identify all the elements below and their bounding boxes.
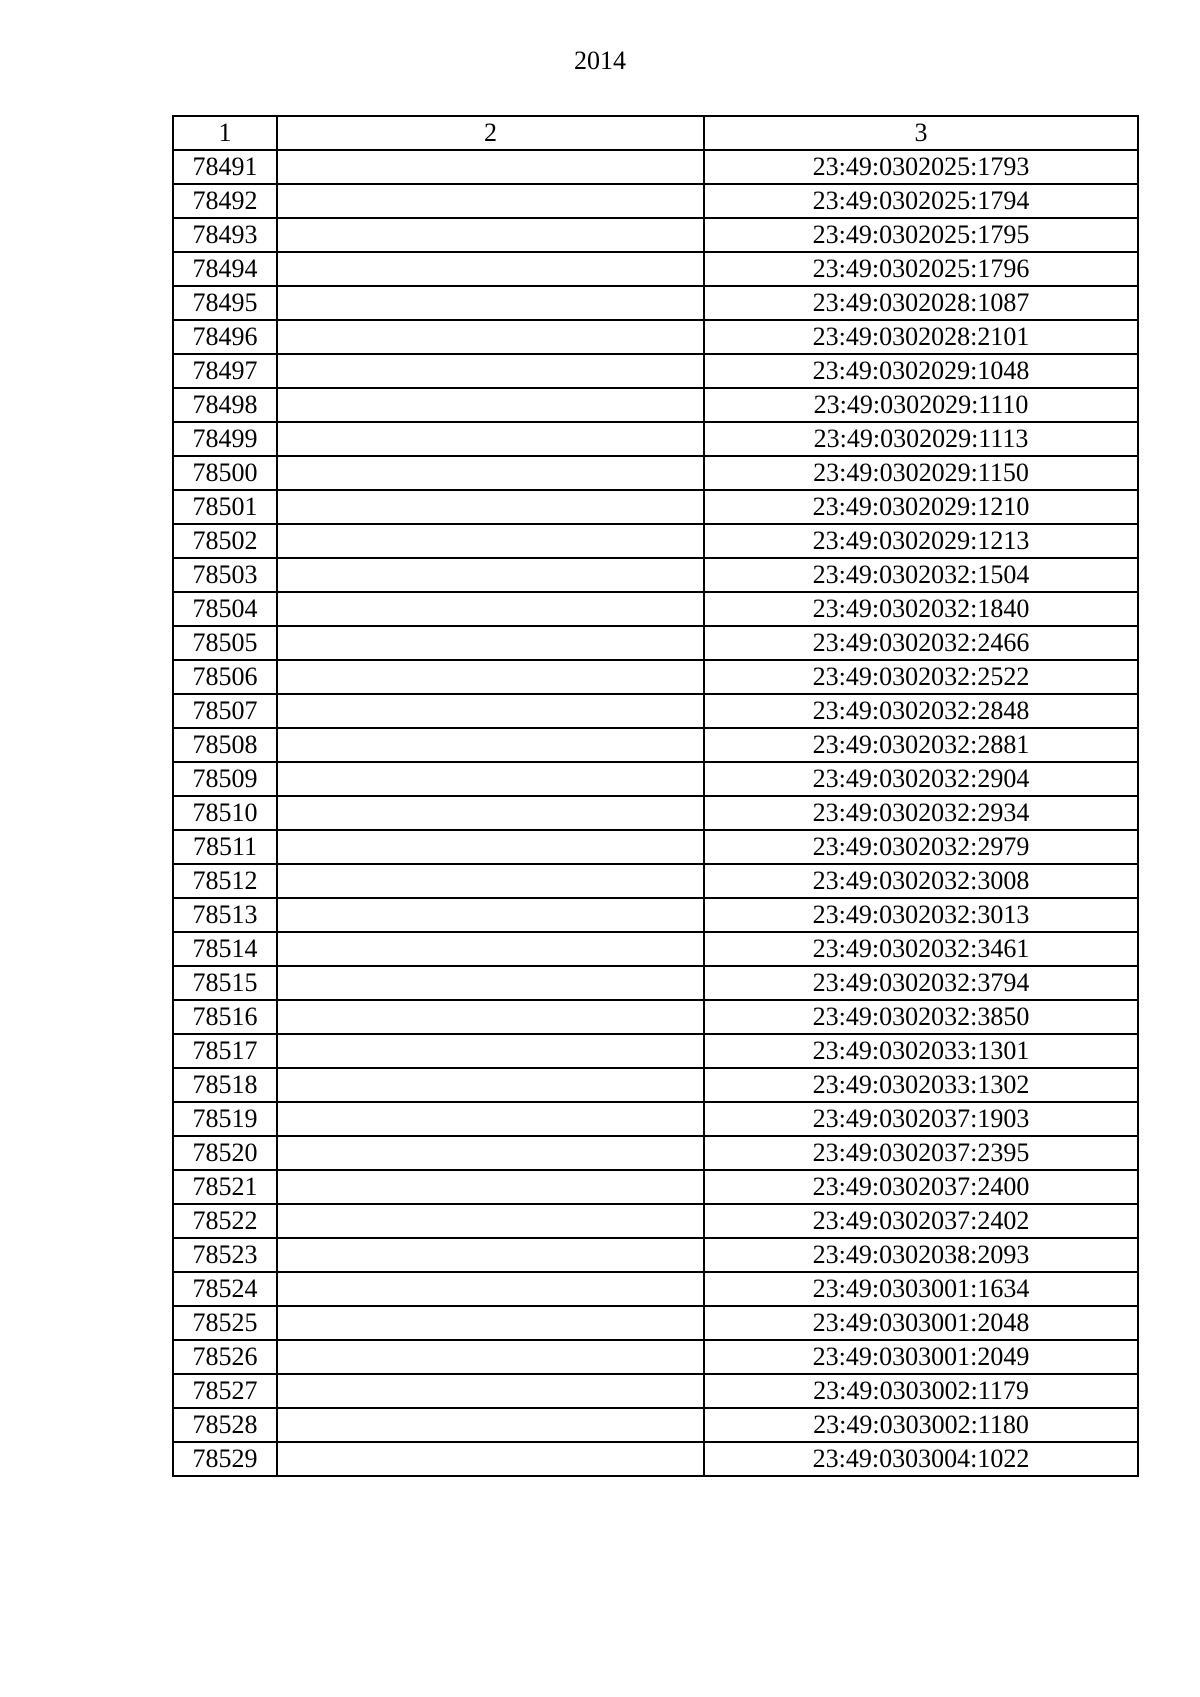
table-row — [173, 1136, 1138, 1170]
description-cell — [277, 728, 704, 762]
row-number-cell: 78505 — [173, 626, 277, 660]
table-row — [173, 354, 1138, 388]
cadastral-number-cell: 23:49:0302025:1796 — [704, 252, 1138, 286]
row-number-cell: 78496 — [173, 320, 277, 354]
row-number-cell: 78520 — [173, 1136, 277, 1170]
table-row — [173, 1238, 1138, 1272]
cadastral-number-cell: 23:49:0302032:2979 — [704, 830, 1138, 864]
column-header-2: 2 — [277, 116, 704, 150]
row-number-cell: 78509 — [173, 762, 277, 796]
row-number-cell: 78524 — [173, 1272, 277, 1306]
description-cell — [277, 490, 704, 524]
table-row — [173, 966, 1138, 1000]
row-number-cell: 78501 — [173, 490, 277, 524]
table-row — [173, 252, 1138, 286]
table-row — [173, 592, 1138, 626]
row-number-cell: 78517 — [173, 1034, 277, 1068]
row-number-cell: 78507 — [173, 694, 277, 728]
row-number-cell: 78504 — [173, 592, 277, 626]
table-row — [173, 898, 1138, 932]
description-cell — [277, 966, 704, 1000]
table-header — [173, 116, 1138, 150]
cadastral-number-cell: 23:49:0302037:1903 — [704, 1102, 1138, 1136]
table-row — [173, 1442, 1138, 1476]
cadastral-number-cell: 23:49:0302029:1113 — [704, 422, 1138, 456]
row-number-cell: 78526 — [173, 1340, 277, 1374]
description-cell — [277, 1442, 704, 1476]
cadastral-number-cell: 23:49:0302028:1087 — [704, 286, 1138, 320]
cadastral-number-cell: 23:49:0302032:2881 — [704, 728, 1138, 762]
table-row — [173, 1102, 1138, 1136]
cadastral-number-cell: 23:49:0303001:1634 — [704, 1272, 1138, 1306]
table-row — [173, 456, 1138, 490]
row-number-cell: 78523 — [173, 1238, 277, 1272]
description-cell — [277, 1136, 704, 1170]
cadastral-number-cell: 23:49:0302029:1210 — [704, 490, 1138, 524]
cadastral-number-cell: 23:49:0302029:1110 — [704, 388, 1138, 422]
table-row — [173, 524, 1138, 558]
description-cell — [277, 184, 704, 218]
description-cell — [277, 1374, 704, 1408]
table-row — [173, 762, 1138, 796]
cadastral-number-cell: 23:49:0302037:2400 — [704, 1170, 1138, 1204]
cadastral-number-cell: 23:49:0302025:1793 — [704, 150, 1138, 184]
cadastral-number-cell: 23:49:0302029:1213 — [704, 524, 1138, 558]
description-cell — [277, 1068, 704, 1102]
table-row — [173, 728, 1138, 762]
description-cell — [277, 1408, 704, 1442]
table-row — [173, 1408, 1138, 1442]
cadastral-number-cell: 23:49:0302032:2904 — [704, 762, 1138, 796]
table-row — [173, 1170, 1138, 1204]
description-cell — [277, 252, 704, 286]
table-row — [173, 286, 1138, 320]
row-number-cell: 78494 — [173, 252, 277, 286]
description-cell — [277, 1238, 704, 1272]
description-cell — [277, 932, 704, 966]
cadastral-number-cell: 23:49:0302025:1794 — [704, 184, 1138, 218]
description-cell — [277, 286, 704, 320]
row-number-cell: 78528 — [173, 1408, 277, 1442]
row-number-cell: 78511 — [173, 830, 277, 864]
table-row — [173, 1000, 1138, 1034]
table-row — [173, 1374, 1138, 1408]
column-header-1: 1 — [173, 116, 277, 150]
cadastral-number-cell: 23:49:0302037:2395 — [704, 1136, 1138, 1170]
cadastral-number-cell: 23:49:0302032:2934 — [704, 796, 1138, 830]
row-number-cell: 78508 — [173, 728, 277, 762]
description-cell — [277, 354, 704, 388]
description-cell — [277, 1204, 704, 1238]
table-row — [173, 830, 1138, 864]
cadastral-number-cell: 23:49:0302032:1504 — [704, 558, 1138, 592]
description-cell — [277, 422, 704, 456]
cadastral-number-cell: 23:49:0302028:2101 — [704, 320, 1138, 354]
table-row — [173, 150, 1138, 184]
table-row — [173, 1034, 1138, 1068]
table-row — [173, 1306, 1138, 1340]
cadastral-number-cell: 23:49:0302032:3850 — [704, 1000, 1138, 1034]
row-number-cell: 78506 — [173, 660, 277, 694]
cadastral-number-cell: 23:49:0302025:1795 — [704, 218, 1138, 252]
cadastral-number-cell: 23:49:0302032:1840 — [704, 592, 1138, 626]
cadastral-number-cell: 23:49:0302029:1150 — [704, 456, 1138, 490]
description-cell — [277, 218, 704, 252]
description-cell — [277, 1102, 704, 1136]
column-header-3: 3 — [704, 116, 1138, 150]
table-row — [173, 388, 1138, 422]
row-number-cell: 78527 — [173, 1374, 277, 1408]
description-cell — [277, 558, 704, 592]
description-cell — [277, 1272, 704, 1306]
table-row — [173, 1272, 1138, 1306]
table-row — [173, 660, 1138, 694]
description-cell — [277, 864, 704, 898]
table-row — [173, 796, 1138, 830]
cadastral-number-cell: 23:49:0303001:2049 — [704, 1340, 1138, 1374]
table-body — [173, 150, 1138, 1476]
row-number-cell: 78522 — [173, 1204, 277, 1238]
row-number-cell: 78502 — [173, 524, 277, 558]
row-number-cell: 78519 — [173, 1102, 277, 1136]
page-number: 2014 — [574, 46, 626, 75]
row-number-cell: 78498 — [173, 388, 277, 422]
table-row — [173, 694, 1138, 728]
row-number-cell: 78510 — [173, 796, 277, 830]
cadastral-number-cell: 23:49:0302032:3013 — [704, 898, 1138, 932]
row-number-cell: 78492 — [173, 184, 277, 218]
table-row — [173, 1204, 1138, 1238]
description-cell — [277, 660, 704, 694]
description-cell — [277, 456, 704, 490]
cadastral-number-cell: 23:49:0303002:1179 — [704, 1374, 1138, 1408]
row-number-cell: 78516 — [173, 1000, 277, 1034]
description-cell — [277, 592, 704, 626]
row-number-cell: 78499 — [173, 422, 277, 456]
description-cell — [277, 694, 704, 728]
table-row — [173, 218, 1138, 252]
cadastral-number-cell: 23:49:0302037:2402 — [704, 1204, 1138, 1238]
row-number-cell: 78500 — [173, 456, 277, 490]
description-cell — [277, 388, 704, 422]
row-number-cell: 78513 — [173, 898, 277, 932]
cadastral-number-cell: 23:49:0302032:2466 — [704, 626, 1138, 660]
row-number-cell: 78514 — [173, 932, 277, 966]
row-number-cell: 78515 — [173, 966, 277, 1000]
description-cell — [277, 1170, 704, 1204]
row-number-cell: 78512 — [173, 864, 277, 898]
description-cell — [277, 524, 704, 558]
row-number-cell: 78525 — [173, 1306, 277, 1340]
row-number-cell: 78495 — [173, 286, 277, 320]
description-cell — [277, 150, 704, 184]
table-row — [173, 490, 1138, 524]
cadastral-number-cell: 23:49:0302032:3794 — [704, 966, 1138, 1000]
row-number-cell: 78503 — [173, 558, 277, 592]
row-number-cell: 78521 — [173, 1170, 277, 1204]
description-cell — [277, 320, 704, 354]
description-cell — [277, 796, 704, 830]
description-cell — [277, 1340, 704, 1374]
row-number-cell: 78518 — [173, 1068, 277, 1102]
table-row — [173, 422, 1138, 456]
description-cell — [277, 1034, 704, 1068]
table-row — [173, 864, 1138, 898]
cadastral-number-cell: 23:49:0302032:2522 — [704, 660, 1138, 694]
table-row — [173, 626, 1138, 660]
table-row — [173, 184, 1138, 218]
description-cell — [277, 830, 704, 864]
description-cell — [277, 1306, 704, 1340]
cadastral-number-cell: 23:49:0302032:3461 — [704, 932, 1138, 966]
cadastral-number-cell: 23:49:0302029:1048 — [704, 354, 1138, 388]
cadastral-number-cell: 23:49:0302033:1301 — [704, 1034, 1138, 1068]
description-cell — [277, 1000, 704, 1034]
header-row — [173, 116, 1138, 150]
table-row — [173, 320, 1138, 354]
row-number-cell: 78491 — [173, 150, 277, 184]
cadastral-number-cell: 23:49:0302032:2848 — [704, 694, 1138, 728]
cadastral-number-cell: 23:49:0302033:1302 — [704, 1068, 1138, 1102]
cadastral-number-cell: 23:49:0303002:1180 — [704, 1408, 1138, 1442]
description-cell — [277, 762, 704, 796]
register-table — [172, 115, 1139, 1477]
cadastral-number-cell: 23:49:0302032:3008 — [704, 864, 1138, 898]
table-row — [173, 558, 1138, 592]
description-cell — [277, 898, 704, 932]
cadastral-number-cell: 23:49:0303004:1022 — [704, 1442, 1138, 1476]
table-row — [173, 1068, 1138, 1102]
cadastral-number-cell: 23:49:0302038:2093 — [704, 1238, 1138, 1272]
table-row — [173, 932, 1138, 966]
description-cell — [277, 626, 704, 660]
cadastral-number-cell: 23:49:0303001:2048 — [704, 1306, 1138, 1340]
row-number-cell: 78497 — [173, 354, 277, 388]
table-row — [173, 1340, 1138, 1374]
row-number-cell: 78529 — [173, 1442, 277, 1476]
row-number-cell: 78493 — [173, 218, 277, 252]
